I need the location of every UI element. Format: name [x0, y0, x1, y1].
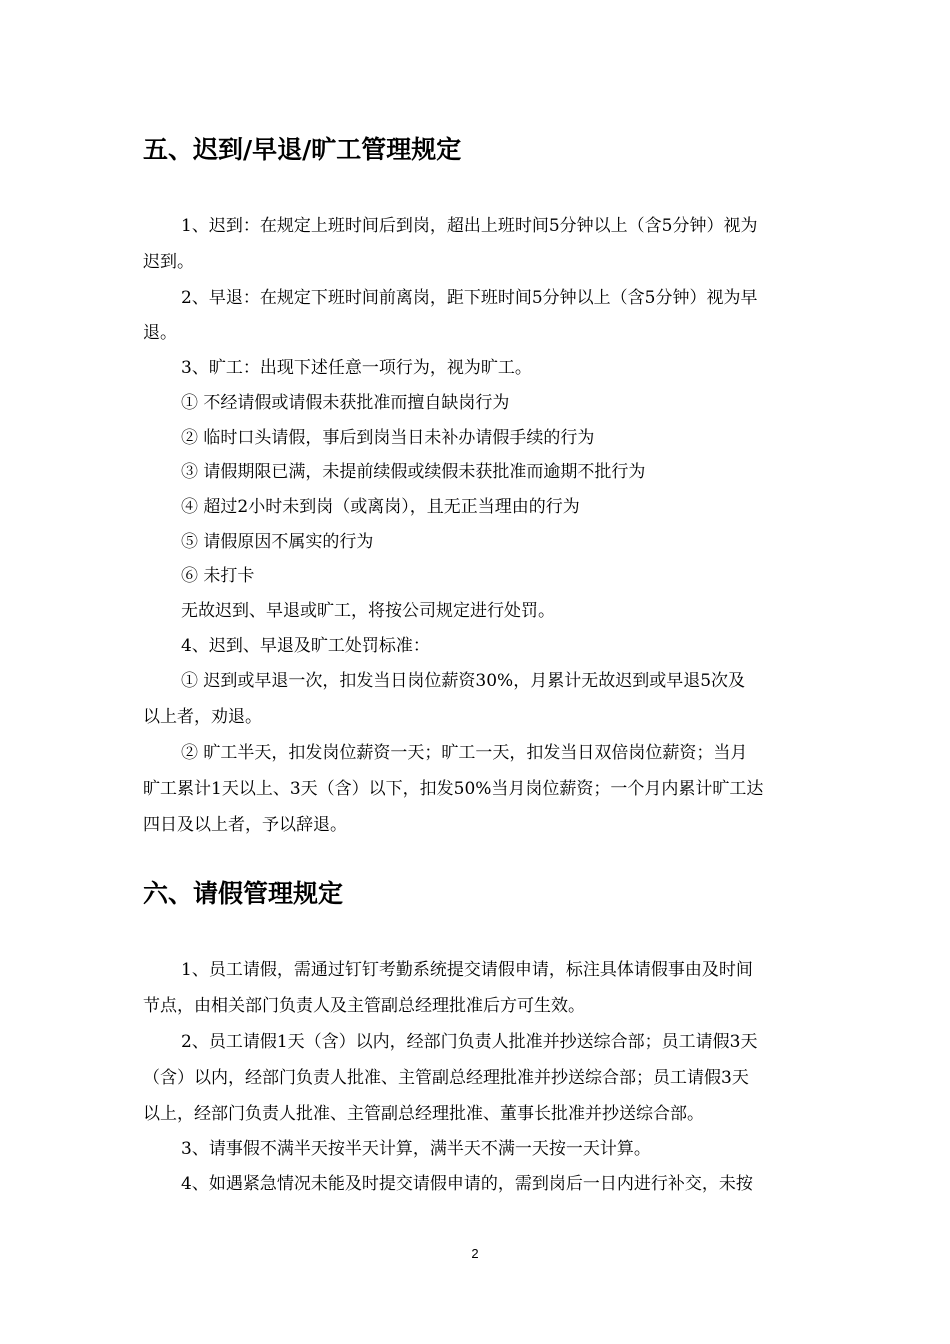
paragraph-line: 以上，经部门负责人批准、主管副总经理批准、董事长批准并抄送综合部。: [143, 1104, 704, 1124]
paragraph-line: 旷工累计1天以上、3天（含）以下，扣发50%当月岗位薪资；一个月内累计旷工达: [143, 779, 764, 799]
list-item: ④ 超过2小时未到岗（或离岗），且无正当理由的行为: [181, 497, 580, 517]
list-item: ② 旷工半天，扣发岗位薪资一天；旷工一天，扣发当日双倍岗位薪资；当月: [181, 743, 748, 763]
paragraph-line: 以上者，劝退。: [143, 707, 262, 727]
paragraph-line: 迟到。: [143, 252, 194, 272]
paragraph-line: 4、迟到、早退及旷工处罚标准：: [181, 636, 430, 656]
list-item: ① 不经请假或请假未获批准而擅自缺岗行为: [181, 393, 510, 413]
paragraph-line: 3、旷工：出现下述任意一项行为，视为旷工。: [181, 358, 532, 378]
paragraph-line: 2、早退：在规定下班时间前离岗，距下班时间5分钟以上（含5分钟）视为早: [181, 288, 758, 308]
list-item: ⑤ 请假原因不属实的行为: [181, 532, 374, 552]
paragraph-line: 1、员工请假，需通过钉钉考勤系统提交请假申请，标注具体请假事由及时间: [181, 960, 753, 980]
list-item: ③ 请假期限已满，未提前续假或续假未获批准而逾期不批行为: [181, 462, 646, 482]
list-item: ② 临时口头请假，事后到岗当日未补办请假手续的行为: [181, 428, 595, 448]
section-6-heading: 六、请假管理规定: [143, 879, 344, 908]
paragraph-line: （含）以内，经部门负责人批准、主管副总经理批准并抄送综合部；员工请假3天: [143, 1068, 749, 1088]
list-item: ① 迟到或早退一次，扣发当日岗位薪资30%，月累计无故迟到或早退5次及: [181, 671, 746, 691]
paragraph-line: 退。: [143, 323, 177, 343]
paragraph-line: 无故迟到、早退或旷工，将按公司规定进行处罚。: [181, 601, 555, 621]
paragraph-line: 四日及以上者，予以辞退。: [143, 815, 347, 835]
paragraph-line: 2、员工请假1天（含）以内，经部门负责人批准并抄送综合部；员工请假3天: [181, 1032, 758, 1052]
paragraph-line: 节点，由相关部门负责人及主管副总经理批准后方可生效。: [143, 996, 585, 1016]
paragraph-line: 1、迟到：在规定上班时间后到岗，超出上班时间5分钟以上（含5分钟）视为: [181, 216, 758, 236]
list-item: ⑥ 未打卡: [181, 566, 255, 586]
paragraph-line: 3、请事假不满半天按半天计算，满半天不满一天按一天计算。: [181, 1139, 651, 1159]
paragraph-line: 4、如遇紧急情况未能及时提交请假申请的，需到岗后一日内进行补交，未按: [181, 1174, 753, 1194]
section-5-heading: 五、迟到/早退/旷工管理规定: [143, 135, 462, 164]
page-number: 2: [471, 1246, 479, 1261]
